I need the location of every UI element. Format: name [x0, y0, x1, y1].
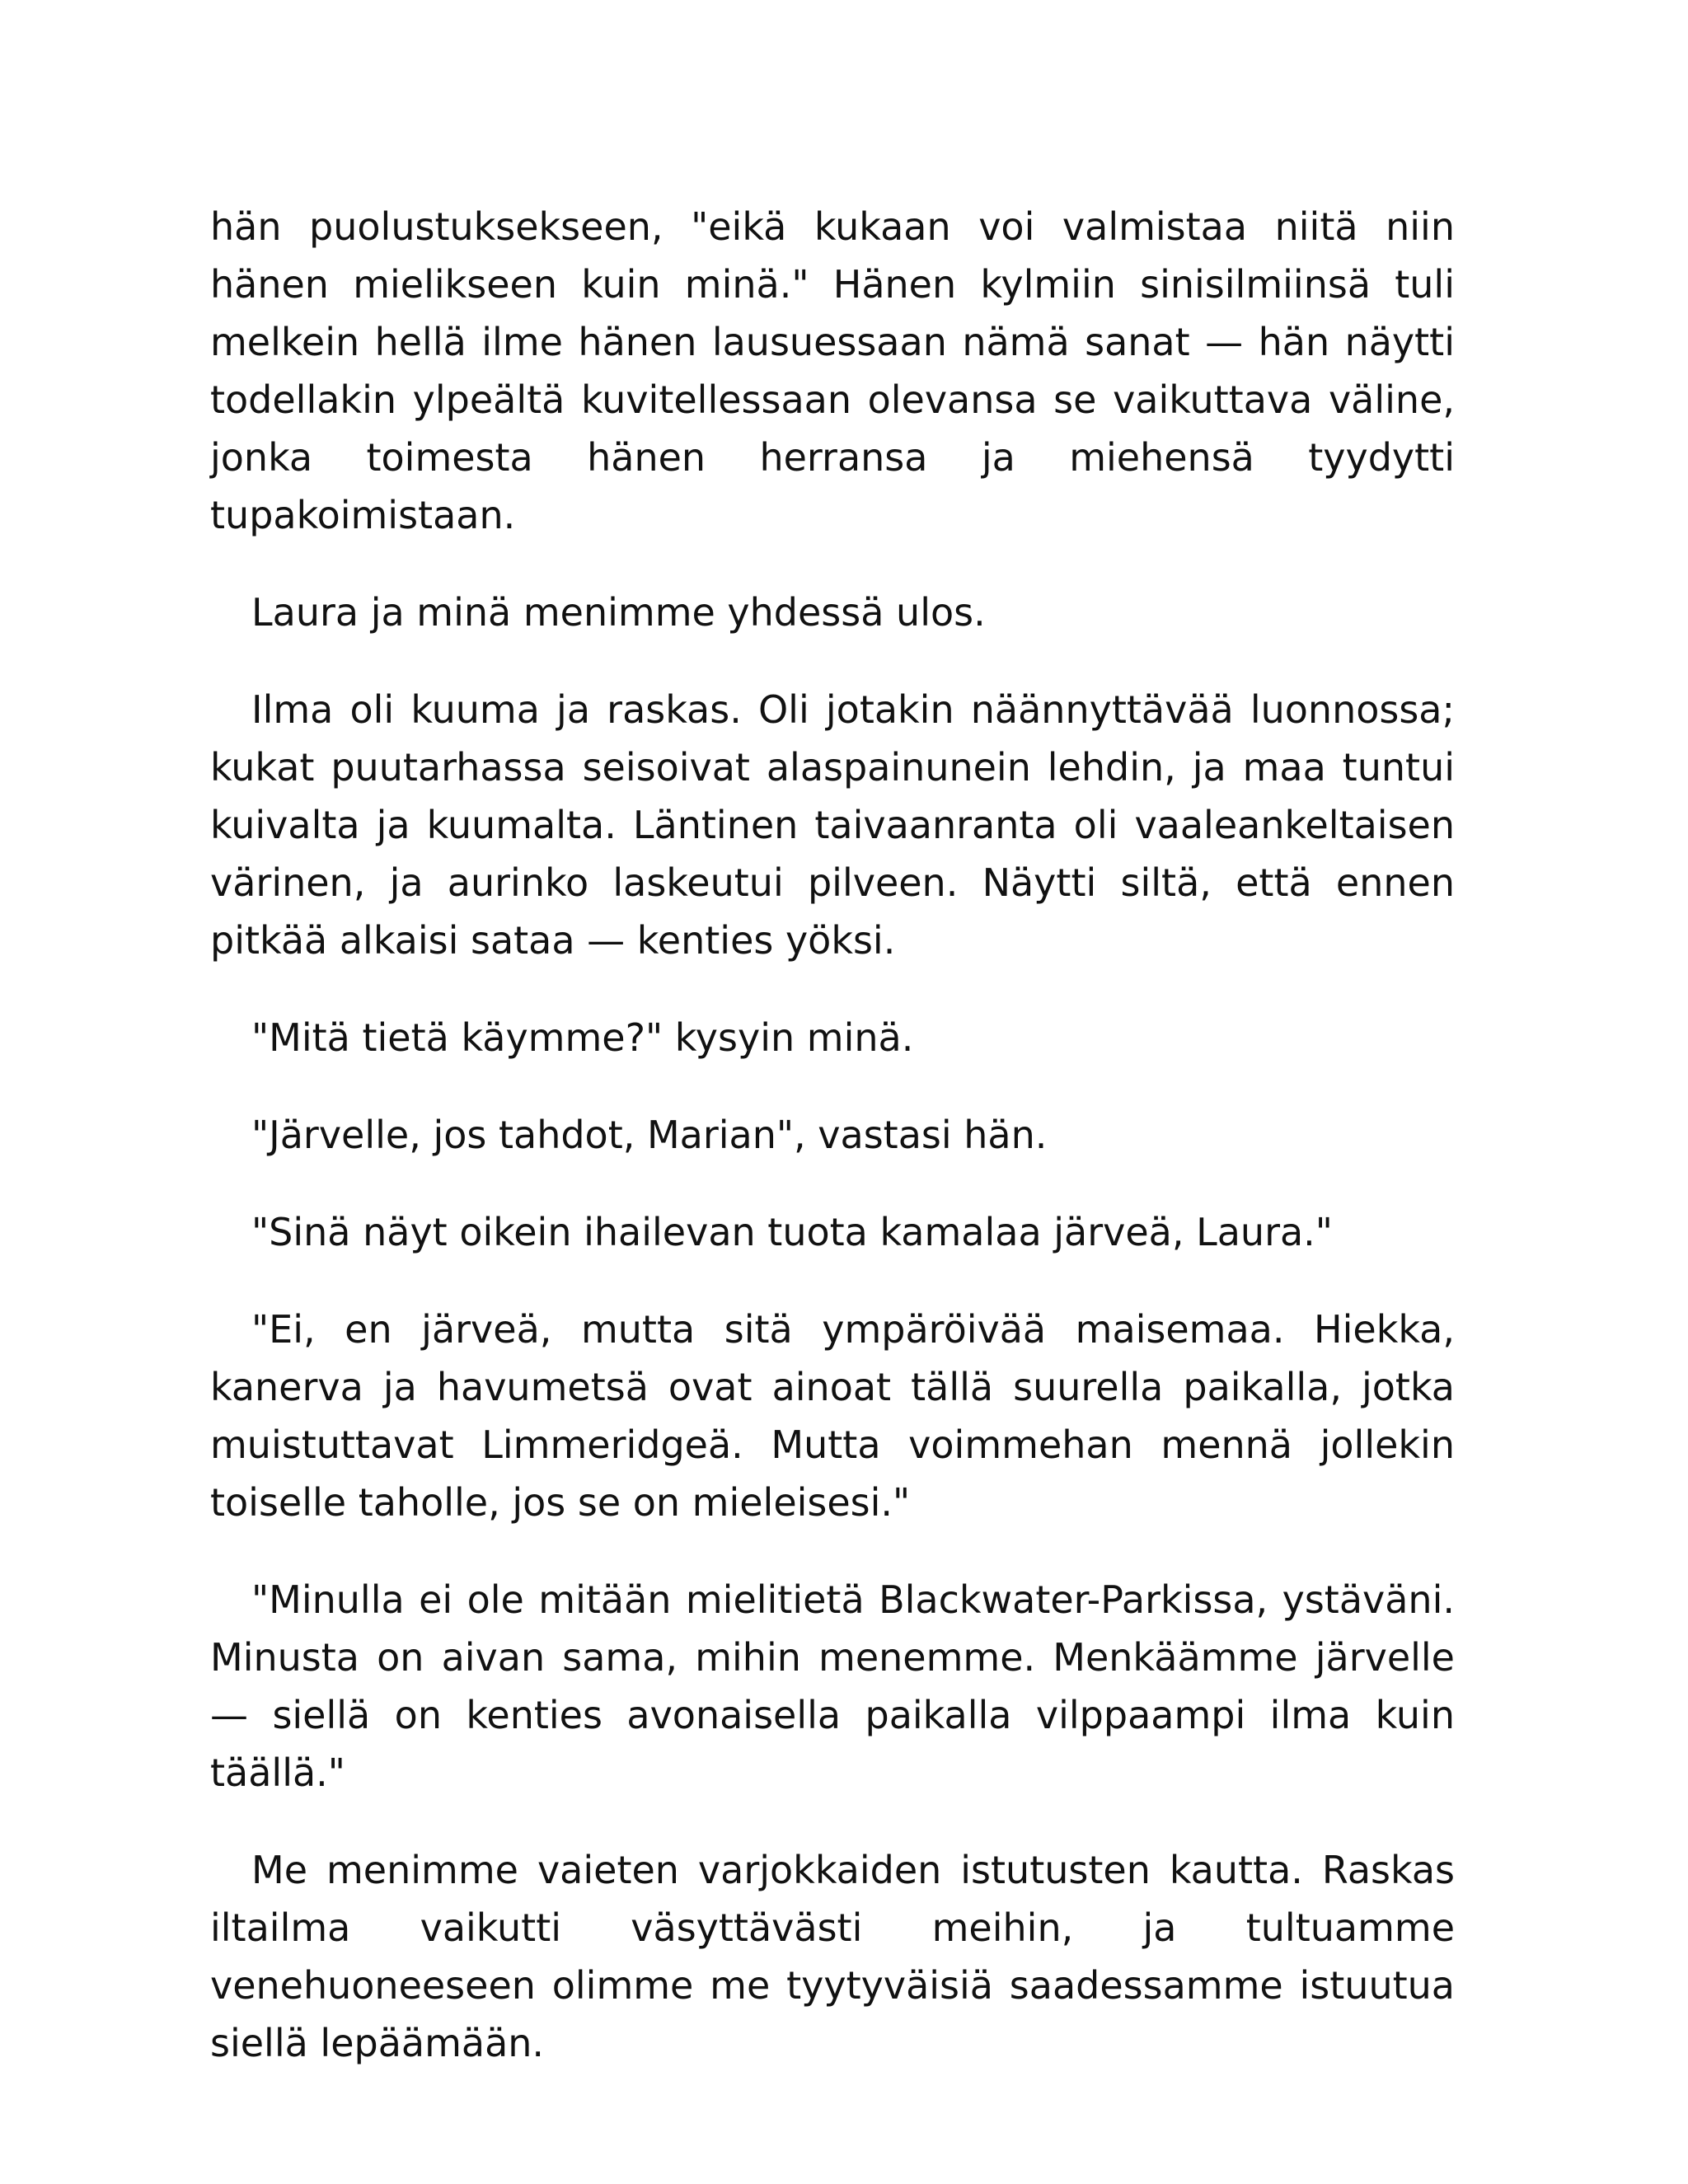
paragraph: "Ei, en järveä, mutta sitä ympäröivää maisemaa. Hiekka, kanerva ja havumetsä ovat ainoat tällä suurella paikalla, jotka muistuttavat Limmeridgeä. Mutta voimmehan mennä jollekin toiselle taholle, jos se on mieleisesi." [210, 1307, 1455, 1525]
document-page [210, 198, 1455, 2111]
paragraph: "Järvelle, jos tahdot, Marian", vastasi hän. [251, 1113, 1048, 1157]
paragraph: Laura ja minä menimme yhdessä ulos. [251, 590, 986, 635]
paragraph: "Mitä tietä käymme?" kysyin minä. [251, 1015, 914, 1060]
paragraph: Ilma oli kuuma ja raskas. Oli jotakin näännyttävää luonnossa; kukat puutarhassa seisoivat alaspainunein lehdin, ja maa tuntui kuivalta ja kuumalta. Läntinen taivaanranta oli vaaleankeltaisen värinen, ja aurinko laskeutui pilveen. Näytti siltä, että ennen pitkää alkaisi sataa — kenties yöksi. [210, 687, 1455, 963]
paragraph: "Minulla ei ole mitään mielitietä Blackwater-Parkissa, ystäväni. Minusta on aivan sama, mihin menemme. Menkäämme järvelle — siellä on kenties avonaisella paikalla vilppaampi ilma kuin täällä." [210, 1577, 1455, 1795]
paragraph: Me menimme vaieten varjokkaiden istutusten kautta. Raskas iltailma vaikutti väsyttävästi meihin, ja tultuamme venehuoneeseen olimme me tyytyväisiä saadessamme istuutua siellä lepäämään. [210, 1848, 1455, 2065]
paragraph-continuation: hän puolustuksekseen, "eikä kukaan voi valmistaa niitä niin hänen mielikseen kuin minä." Hänen kylmiin sinisilmiinsä tuli melkein hellä ilme hänen lausuessaan nämä sanat — hän näytti todellakin ylpeältä kuvitellessaan olevansa se vaikuttava väline, jonka toimesta hänen herransa ja miehensä tyydytti tupakoimistaan. [210, 204, 1455, 537]
paragraph: "Sinä näyt oikein ihailevan tuota kamalaa järveä, Laura." [251, 1210, 1333, 1254]
